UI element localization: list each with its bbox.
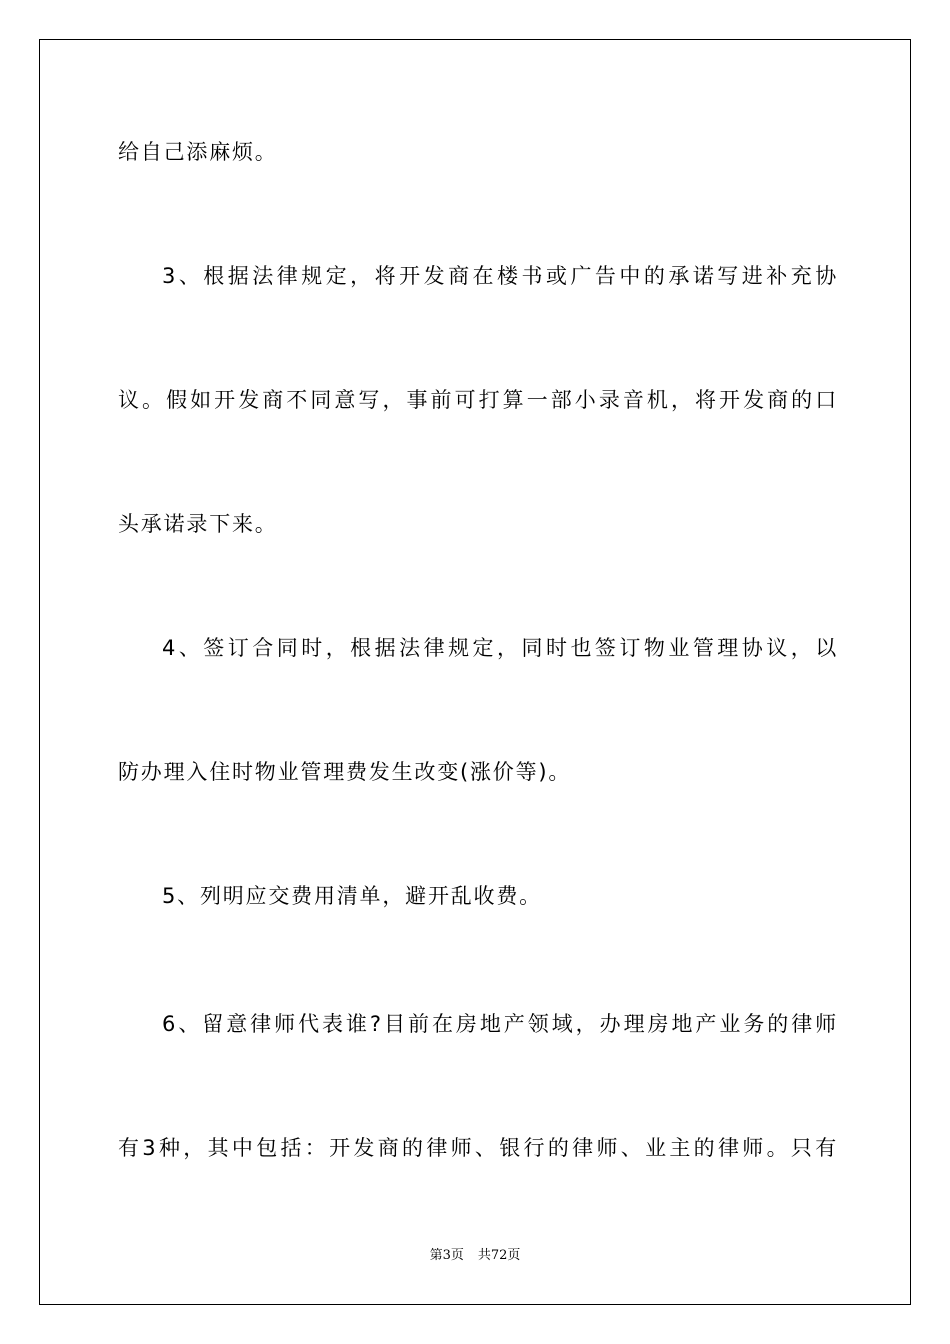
text-line: 议。假如开发商不同意写，事前可打算一部小录音机，将开发商的口 bbox=[118, 388, 838, 412]
page-number: 第3页 bbox=[429, 1248, 464, 1263]
text-line: 4、签订合同时，根据法律规定，同时也签订物业管理协议，以 bbox=[162, 636, 838, 660]
page-border bbox=[39, 39, 911, 1305]
text-line: 有3种，其中包括：开发商的律师、银行的律师、业主的律师。只有 bbox=[118, 1136, 838, 1160]
page-total: 共72页 bbox=[477, 1248, 521, 1263]
text-line: 头承诺录下来。 bbox=[118, 512, 278, 536]
text-line: 3、根据法律规定，将开发商在楼书或广告中的承诺写进补充协 bbox=[162, 264, 838, 288]
text-line: 6、留意律师代表谁?目前在房地产领域，办理房地产业务的律师 bbox=[162, 1012, 838, 1036]
text-line: 给自己添麻烦。 bbox=[118, 140, 278, 164]
text-line: 防办理入住时物业管理费发生改变(涨价等)。 bbox=[118, 760, 572, 784]
text-line: 5、列明应交费用清单，避开乱收费。 bbox=[162, 884, 542, 908]
page-footer bbox=[0, 1248, 950, 1264]
